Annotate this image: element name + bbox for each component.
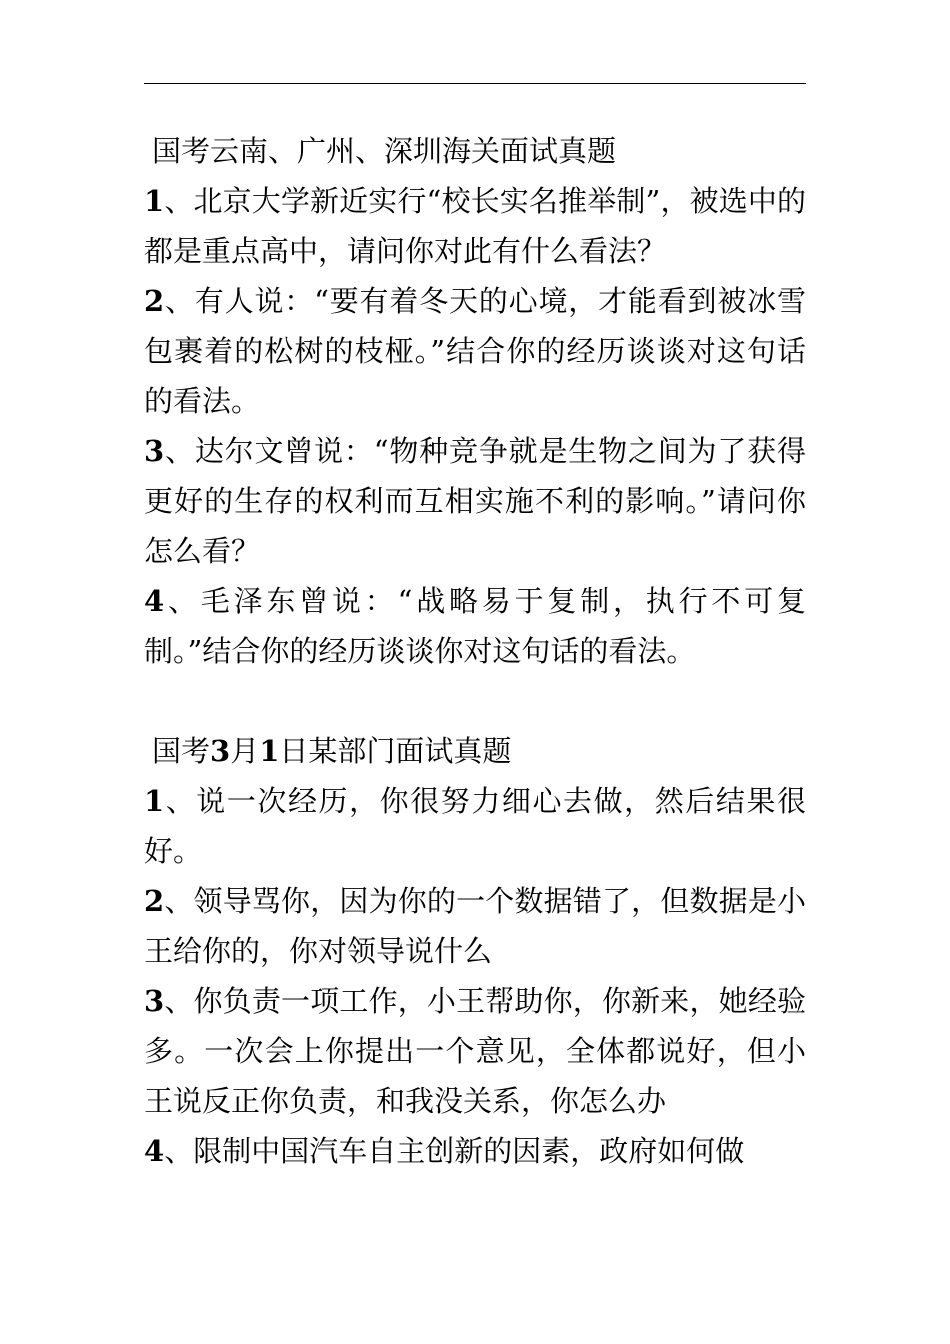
section-title-march <box>144 726 806 776</box>
question-number: 2 <box>144 884 165 918</box>
question-item <box>144 426 806 576</box>
question-item <box>144 1126 806 1176</box>
document-body <box>144 126 806 1176</box>
title-part: 月 <box>230 734 260 768</box>
question-number: 4 <box>144 584 165 618</box>
question-text: 、有人说：“要有着冬天的心境，才能看到被冰雪包裹着的松树的枝桠。”结合你的经历谈谈对这句话的看法。 <box>144 284 806 418</box>
section-spacer <box>144 676 806 726</box>
question-text: 、你负责一项工作，小王帮助你，你新来，她经验多。一次会上你提出一个意见，全体都说好，但小王说反正你负责，和我没关系，你怎么办 <box>144 984 806 1118</box>
question-item <box>144 776 806 876</box>
question-number: 1 <box>144 784 165 818</box>
question-item <box>144 176 806 276</box>
title-part-number: 1 <box>259 734 280 768</box>
question-number: 4 <box>144 1134 165 1168</box>
title-part: 国考 <box>152 734 211 768</box>
question-text: 、领导骂你，因为你的一个数据错了，但数据是小王给你的，你对领导说什么 <box>144 884 806 968</box>
question-number: 3 <box>144 434 165 468</box>
question-text: 、毛泽东曾说：“战略易于复制，执行不可复制。”结合你的经历谈谈你对这句话的看法。 <box>144 584 806 668</box>
title-part-number: 3 <box>210 734 231 768</box>
question-text: 、北京大学新近实行“校长实名推举制”，被选中的都是重点高中，请问你对此有什么看法？ <box>144 184 806 268</box>
header-rule <box>144 83 806 84</box>
question-text: 、达尔文曾说：“物种竞争就是生物之间为了获得更好的生存的权利而互相实施不利的影响。”请问你怎么看？ <box>144 434 806 568</box>
question-number: 1 <box>144 184 165 218</box>
question-number: 3 <box>144 984 165 1018</box>
question-text: 、说一次经历，你很努力细心去做，然后结果很好。 <box>144 784 806 868</box>
section-title-customs: 国考云南、广州、深圳海关面试真题 <box>152 134 617 168</box>
question-item <box>144 576 806 676</box>
question-item <box>144 876 806 976</box>
question-item <box>144 276 806 426</box>
question-item <box>144 976 806 1126</box>
title-part: 日某部门面试真题 <box>279 734 512 768</box>
question-text: 、限制中国汽车自主创新的因素，政府如何做 <box>164 1134 745 1168</box>
question-number: 2 <box>144 284 165 318</box>
